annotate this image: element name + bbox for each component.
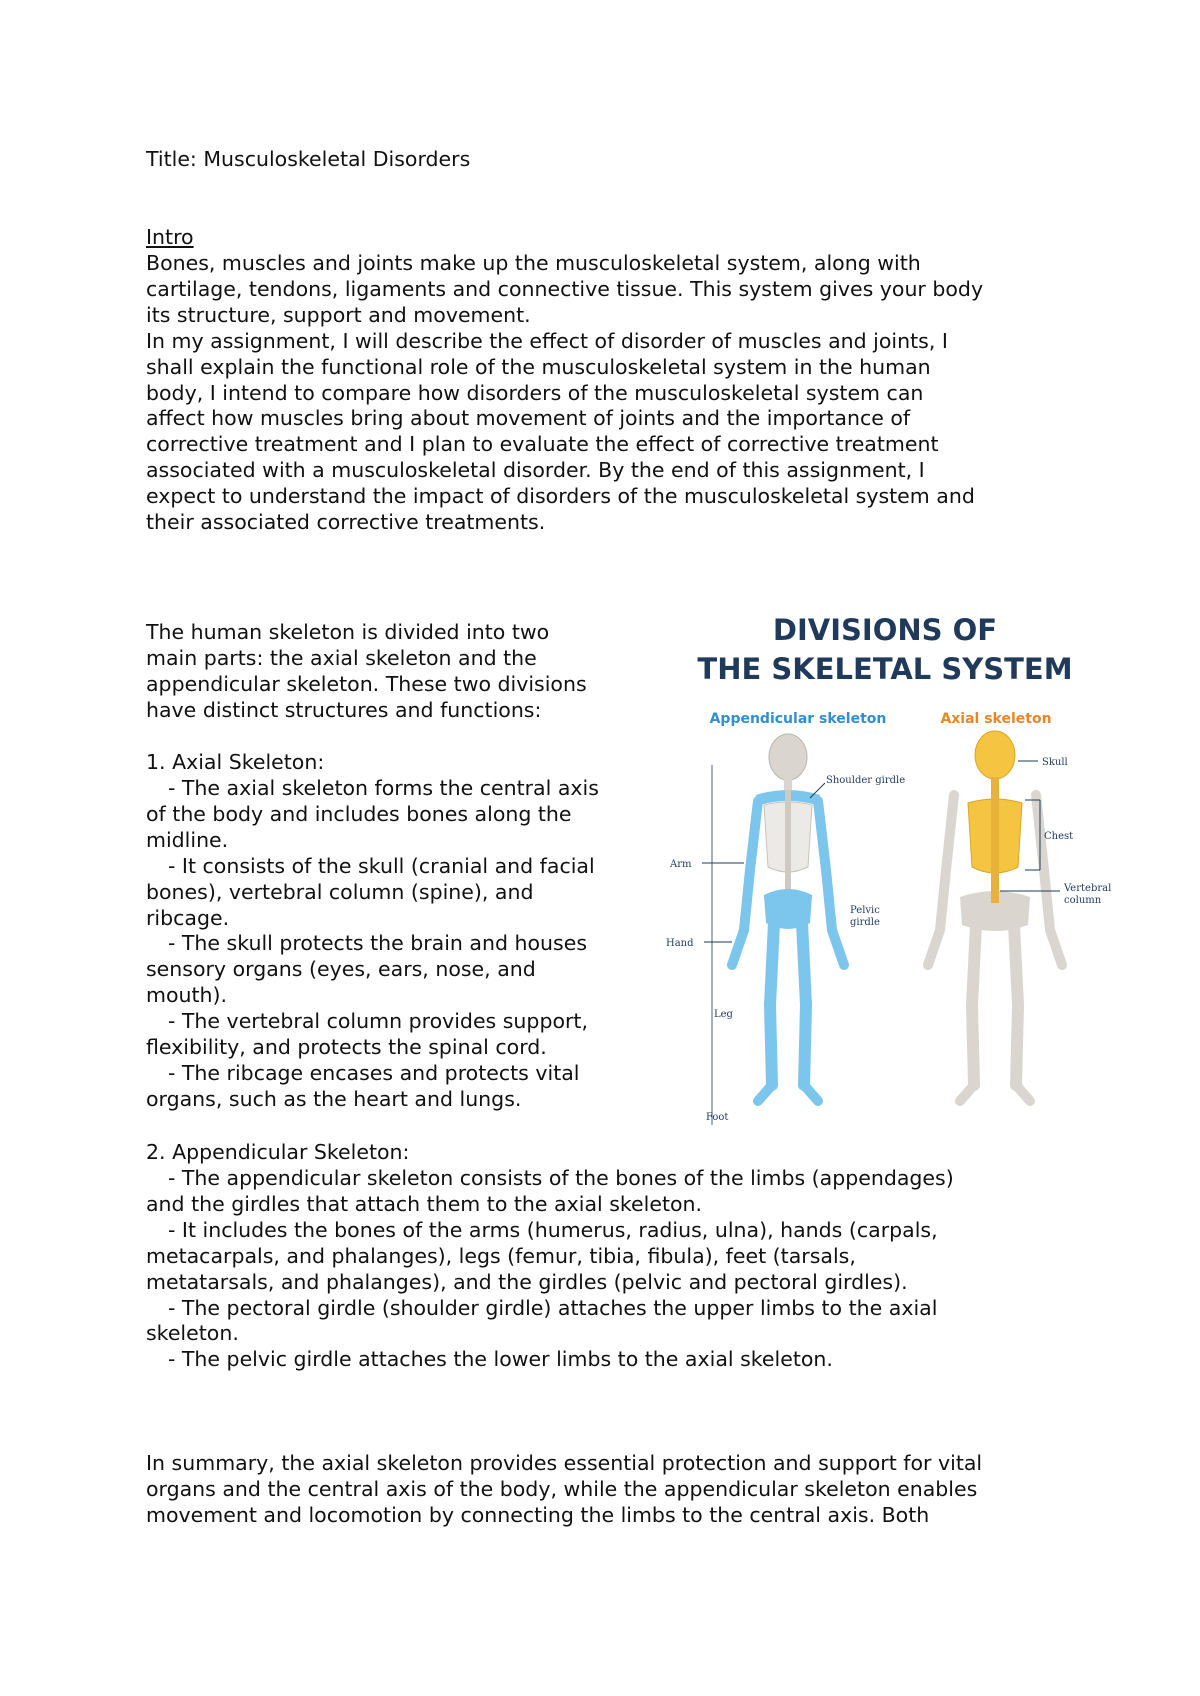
skeleton-intro-line: main parts: the axial skeleton and the [146, 645, 537, 670]
axial-line: - It consists of the skull (cranial and facial [168, 853, 595, 878]
appendicular-line: - It includes the bones of the arms (humerus, radius, ulna), hands (carpals, [168, 1217, 938, 1242]
axial-line: ribcage. [146, 905, 230, 930]
appendicular-skeleton-illustration [732, 734, 844, 1101]
document-title: Title: Musculoskeletal Disorders [146, 147, 471, 171]
intro-line: shall explain the functional role of the musculoskeletal system in the human [146, 354, 931, 379]
intro-line: body, I intend to compare how disorders of the musculoskeletal system can [146, 380, 924, 405]
intro-line: In my assignment, I will describe the effect of disorder of muscles and joints, I [146, 328, 948, 353]
label-chest: Chest [1044, 831, 1074, 842]
label-pelvic: Pelvic [850, 905, 880, 916]
appendicular-line: metatarsals, and phalanges), and the girdles (pelvic and pectoral girdles). [146, 1269, 908, 1294]
appendicular-heading: 2. Appendicular Skeleton: [146, 1140, 410, 1164]
axial-line: bones), vertebral column (spine), and [146, 879, 534, 904]
axial-line: flexibility, and protects the spinal cord. [146, 1035, 547, 1059]
intro-heading: Intro [146, 225, 194, 249]
appendicular-line: skeleton. [146, 1321, 239, 1346]
intro-line: associated with a musculoskeletal disorder. By the end of this assignment, I [146, 458, 925, 483]
label-arm: Arm [670, 859, 692, 870]
appendicular-line: - The appendicular skeleton consists of the bones of the limbs (appendages) [168, 1166, 954, 1190]
axial-skeleton-label: Axial skeleton [940, 711, 1052, 727]
axial-line: - The vertebral column provides support, [168, 1009, 588, 1034]
label-foot: Foot [706, 1112, 729, 1123]
figure-title-line2: THE SKELETAL SYSTEM [697, 652, 1073, 686]
axial-line: of the body and includes bones along the [146, 801, 572, 826]
appendicular-line: - The pelvic girdle attaches the lower limbs to the axial skeleton. [168, 1347, 833, 1372]
summary-line: organs and the central axis of the body, while the appendicular skeleton enables [146, 1476, 978, 1501]
axial-line: mouth). [146, 983, 228, 1008]
label-hand: Hand [666, 938, 694, 949]
label-girdle: girdle [850, 917, 880, 928]
skeleton-intro-line: appendicular skeleton. These two divisions [146, 671, 587, 696]
axial-line: - The ribcage encases and protects vital [168, 1060, 580, 1085]
appendicular-line: - The pectoral girdle (shoulder girdle) attaches the upper limbs to the axial [168, 1295, 938, 1320]
intro-line: expect to understand the impact of disorders of the musculoskeletal system and [146, 484, 975, 509]
intro-line: Bones, muscles and joints make up the musculoskeletal system, along with [146, 251, 921, 275]
axial-heading: 1. Axial Skeleton: [146, 750, 325, 774]
axial-line: sensory organs (eyes, ears, nose, and [146, 957, 536, 982]
appendicular-skeleton-label: Appendicular skeleton [709, 711, 887, 727]
intro-line: cartilage, tendons, ligaments and connective tissue. This system gives your body [146, 276, 984, 301]
summary-line: movement and locomotion by connecting the limbs to the central axis. Both [146, 1502, 930, 1527]
axial-skeleton-illustration [928, 731, 1062, 1101]
appendicular-line: metacarpals, and phalanges), legs (femur, tibia, fibula), feet (tarsals, [146, 1243, 856, 1268]
label-vertebral: Vertebral [1064, 883, 1112, 894]
skeletal-divisions-figure [660, 605, 1130, 1145]
intro-line: its structure, support and movement. [146, 302, 531, 327]
skeleton-intro-line: have distinct structures and functions: [146, 697, 542, 722]
summary-line: In summary, the axial skeleton provides essential protection and support for vital [146, 1451, 983, 1475]
figure-title-line1: DIVISIONS OF [772, 613, 998, 647]
label-skull: Skull [1042, 757, 1068, 768]
intro-line: their associated corrective treatments. [146, 510, 546, 534]
intro-line: corrective treatment and I plan to evaluate the effect of corrective treatment [146, 432, 939, 457]
appendicular-line: and the girdles that attach them to the axial skeleton. [146, 1191, 703, 1216]
skeleton-intro-line: The human skeleton is divided into two [146, 620, 550, 644]
axial-line: - The axial skeleton forms the central axis [168, 776, 599, 800]
label-leg: Leg [714, 1009, 733, 1020]
axial-line: organs, such as the heart and lungs. [146, 1086, 522, 1111]
axial-line: midline. [146, 827, 229, 852]
label-column: column [1064, 895, 1102, 906]
intro-line: affect how muscles bring about movement of joints and the importance of [146, 406, 911, 431]
axial-line: - The skull protects the brain and houses [168, 931, 588, 956]
label-shoulder-girdle: Shoulder girdle [826, 775, 906, 786]
